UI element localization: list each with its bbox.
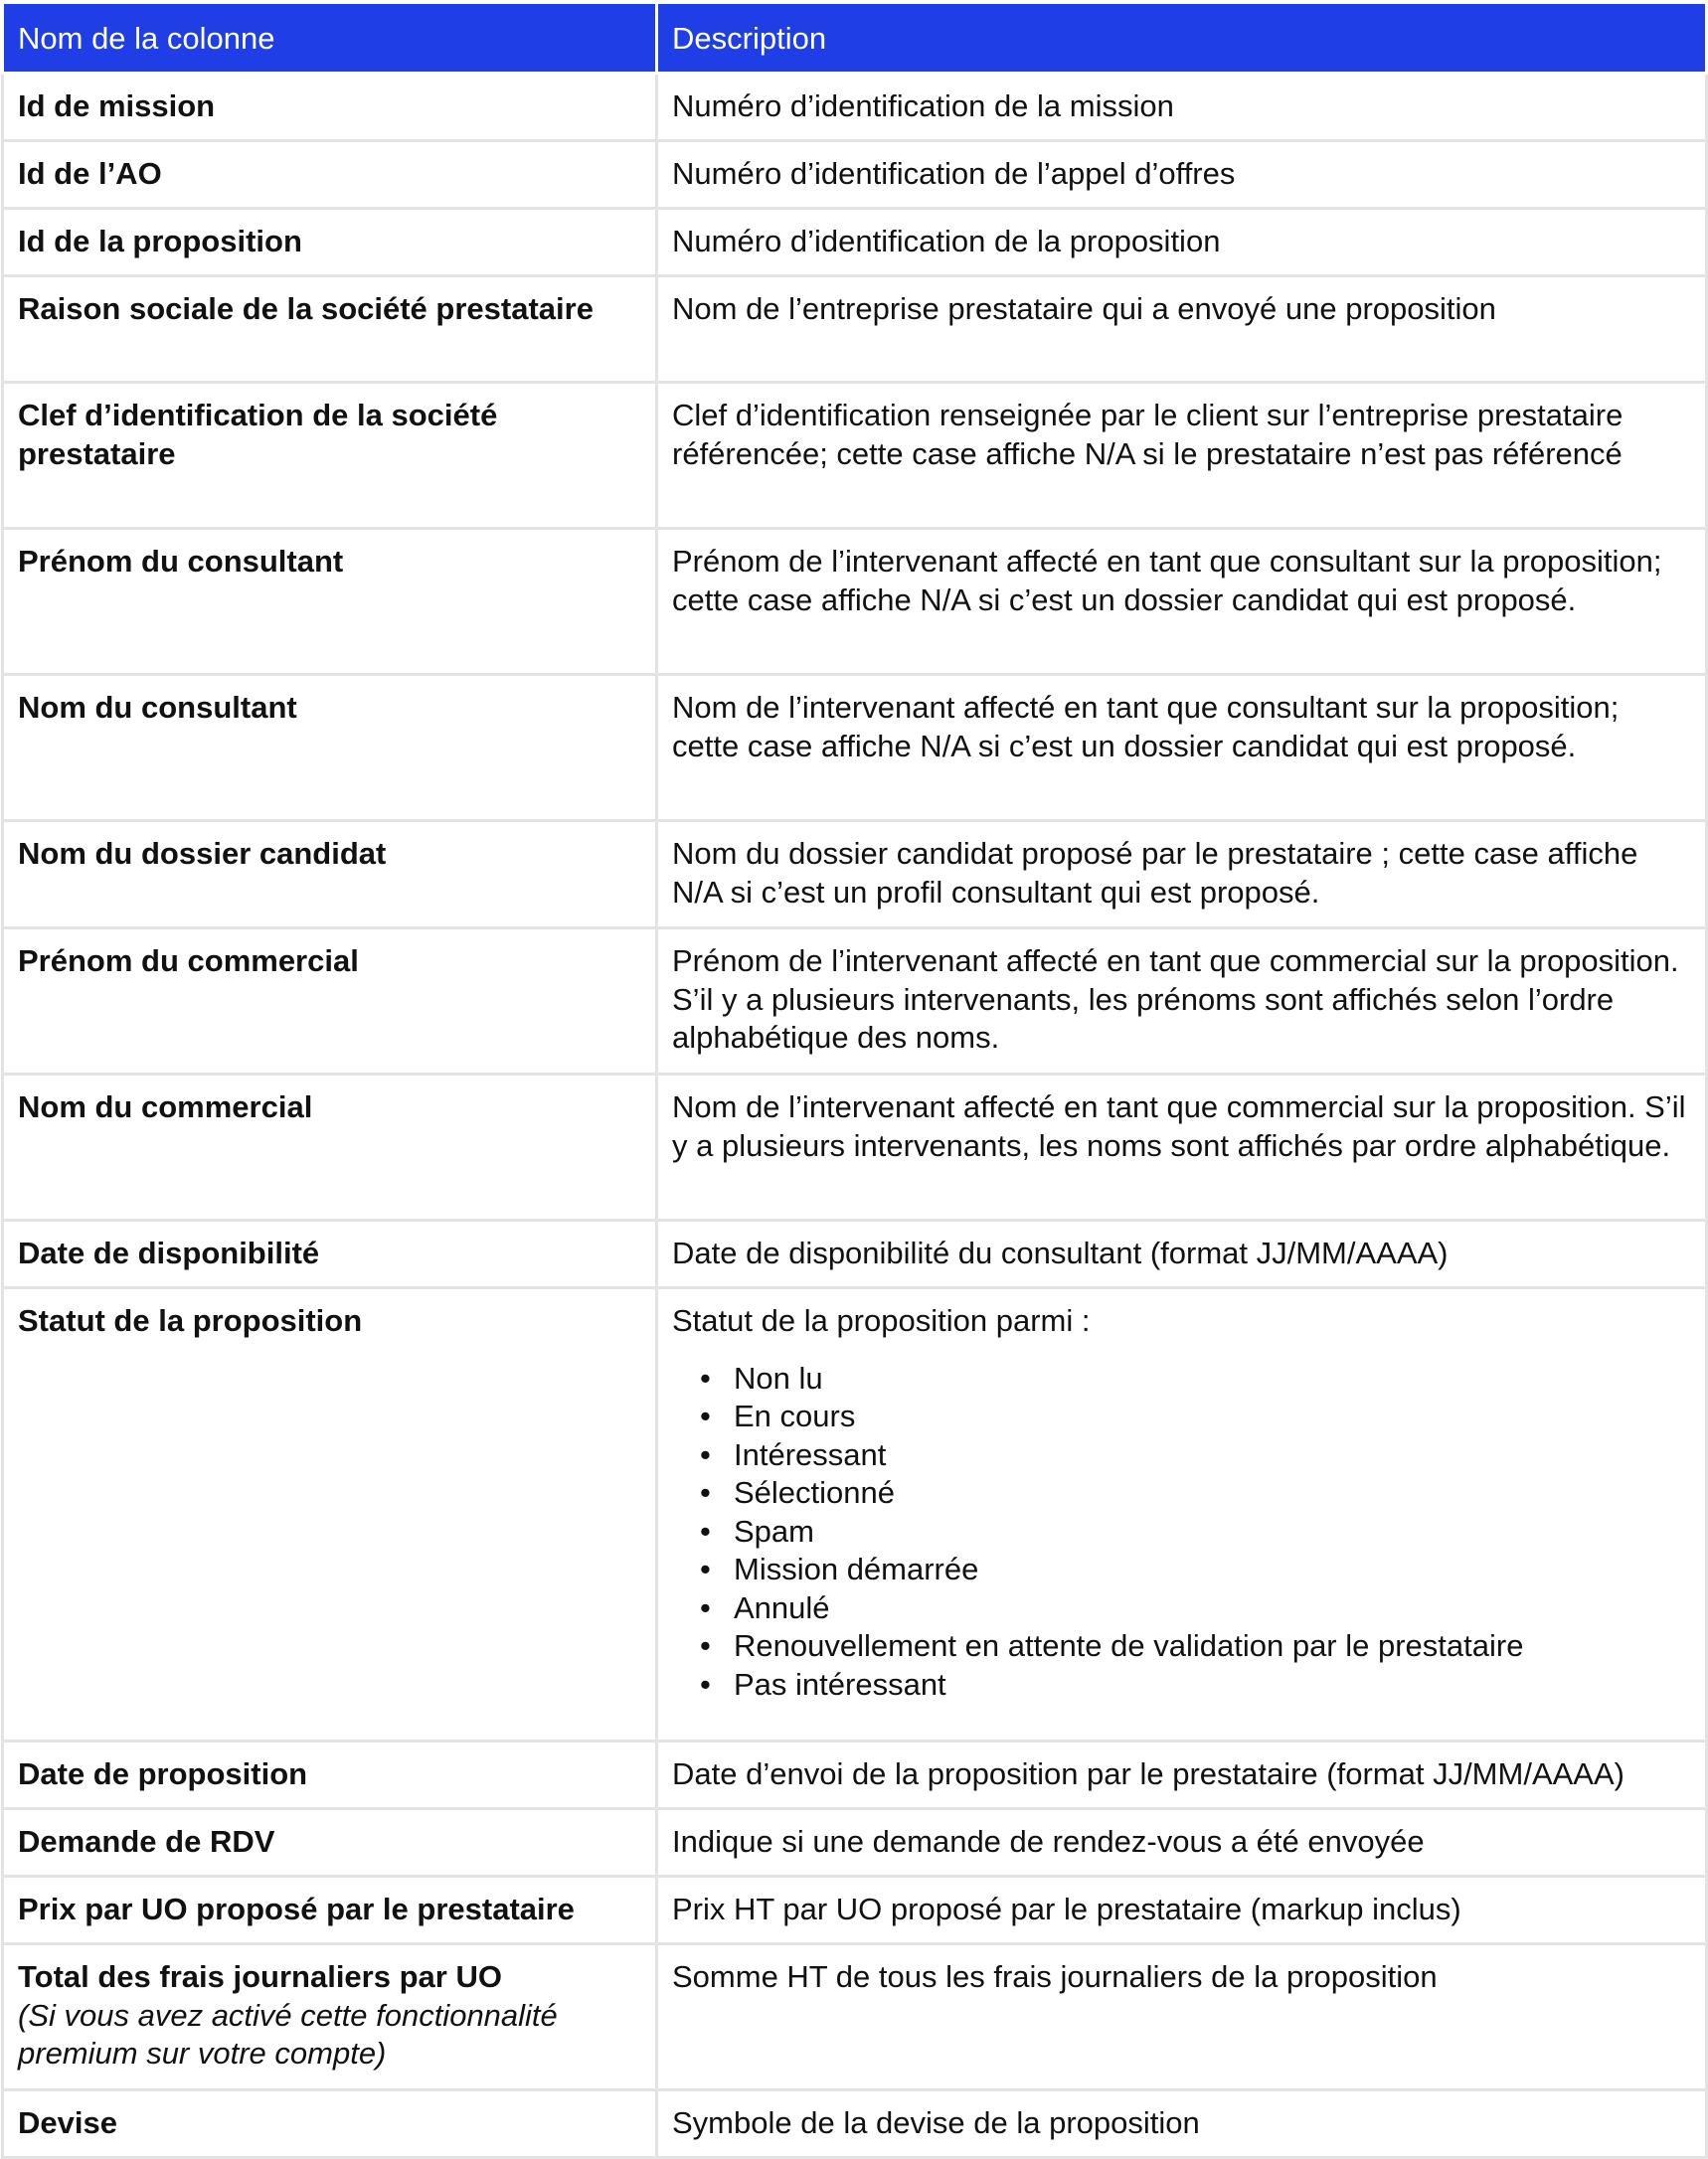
row-name: Devise (3, 2090, 657, 2158)
row-description: Symbole de la devise de la proposition (657, 2090, 1707, 2158)
row-description: Prénom de l’intervenant affecté en tant que commercial sur la proposition. S’il y a plusieurs intervenants, les prénoms sont affichés selon l’ordre alphabétique des noms. (657, 928, 1707, 1075)
row-description: Numéro d’identification de la proposition (657, 209, 1707, 276)
list-item: • Renouvellement en attente de validation par le prestataire (700, 1627, 1691, 1666)
table-row (3, 821, 1707, 928)
row-name: Nom du consultant (3, 675, 657, 821)
header-description: Description (657, 3, 1707, 74)
status-intro: Statut de la proposition parmi : (672, 1303, 1091, 1338)
table-row (3, 1944, 1707, 2090)
row-name (3, 1944, 657, 2090)
row-description: Somme HT de tous les frais journaliers de la proposition (657, 1944, 1707, 2090)
table-row (3, 209, 1707, 276)
row-name: Demande de RDV (3, 1809, 657, 1877)
list-item: • Non lu (700, 1360, 1691, 1399)
table-row (3, 2090, 1707, 2158)
row-name: Id de mission (3, 74, 657, 141)
row-description: Clef d’identification renseignée par le client sur l’entreprise prestataire référencée; cette case affiche N/A si le prestataire n’est pas référencé (657, 383, 1707, 529)
row-description: Nom de l’intervenant affecté en tant que commercial sur la proposition. S’il y a plusieurs intervenants, les noms sont affichés par ordre alphabétique. (657, 1075, 1707, 1221)
row-description: Nom de l’intervenant affecté en tant que consultant sur la proposition; cette case affiche N/A si c’est un dossier candidat qui est proposé. (657, 675, 1707, 821)
list-item: • Intéressant (700, 1436, 1691, 1475)
row-name: Prénom du consultant (3, 529, 657, 675)
columns-table (1, 1, 1708, 2159)
table-row (3, 141, 1707, 209)
table-row (3, 1742, 1707, 1809)
row-name: Raison sociale de la société prestataire (3, 276, 657, 383)
row-description: Numéro d’identification de l’appel d’offres (657, 141, 1707, 209)
row-name: Date de proposition (3, 1742, 657, 1809)
row-description: Numéro d’identification de la mission (657, 74, 1707, 141)
table-row (3, 1877, 1707, 1944)
list-item: • Spam (700, 1513, 1691, 1552)
table-row (3, 1288, 1707, 1742)
row-description (657, 1288, 1707, 1742)
row-description: Prix HT par UO proposé par le prestataire (markup inclus) (657, 1877, 1707, 1944)
row-description: Nom du dossier candidat proposé par le prestataire ; cette case affiche N/A si c’est un profil consultant qui est proposé. (657, 821, 1707, 928)
table-header-row (3, 3, 1707, 74)
row-name-text: Total des frais journaliers par UO (18, 1959, 502, 1994)
table-row (3, 1075, 1707, 1221)
table-row (3, 383, 1707, 529)
row-description: Date de disponibilité du consultant (format JJ/MM/AAAA) (657, 1221, 1707, 1288)
list-item: • Pas intéressant (700, 1666, 1691, 1705)
premium-note: (Si vous avez activé cette fonctionnalité premium sur votre compte) (18, 1997, 558, 2071)
row-name: Nom du commercial (3, 1075, 657, 1221)
row-description: Nom de l’entreprise prestataire qui a envoyé une proposition (657, 276, 1707, 383)
row-name: Prénom du commercial (3, 928, 657, 1075)
row-name: Id de l’AO (3, 141, 657, 209)
row-name: Prix par UO proposé par le prestataire (3, 1877, 657, 1944)
status-list (672, 1360, 1691, 1705)
list-item: • Sélectionné (700, 1474, 1691, 1513)
table-row (3, 675, 1707, 821)
header-column-name: Nom de la colonne (3, 3, 657, 74)
row-description: Indique si une demande de rendez-vous a été envoyée (657, 1809, 1707, 1877)
row-name: Date de disponibilité (3, 1221, 657, 1288)
row-name: Clef d’identification de la société prestataire (3, 383, 657, 529)
row-description: Date d’envoi de la proposition par le prestataire (format JJ/MM/AAAA) (657, 1742, 1707, 1809)
table-row (3, 1809, 1707, 1877)
row-description: Prénom de l’intervenant affecté en tant que consultant sur la proposition; cette case affiche N/A si c’est un dossier candidat qui est proposé. (657, 529, 1707, 675)
list-item: • Mission démarrée (700, 1551, 1691, 1589)
row-name: Statut de la proposition (3, 1288, 657, 1742)
table-row (3, 1221, 1707, 1288)
table-row (3, 928, 1707, 1075)
list-item: • En cours (700, 1398, 1691, 1436)
row-name: Nom du dossier candidat (3, 821, 657, 928)
table-row (3, 529, 1707, 675)
table-row (3, 276, 1707, 383)
list-item: • Annulé (700, 1589, 1691, 1628)
row-name: Id de la proposition (3, 209, 657, 276)
table-row (3, 74, 1707, 141)
